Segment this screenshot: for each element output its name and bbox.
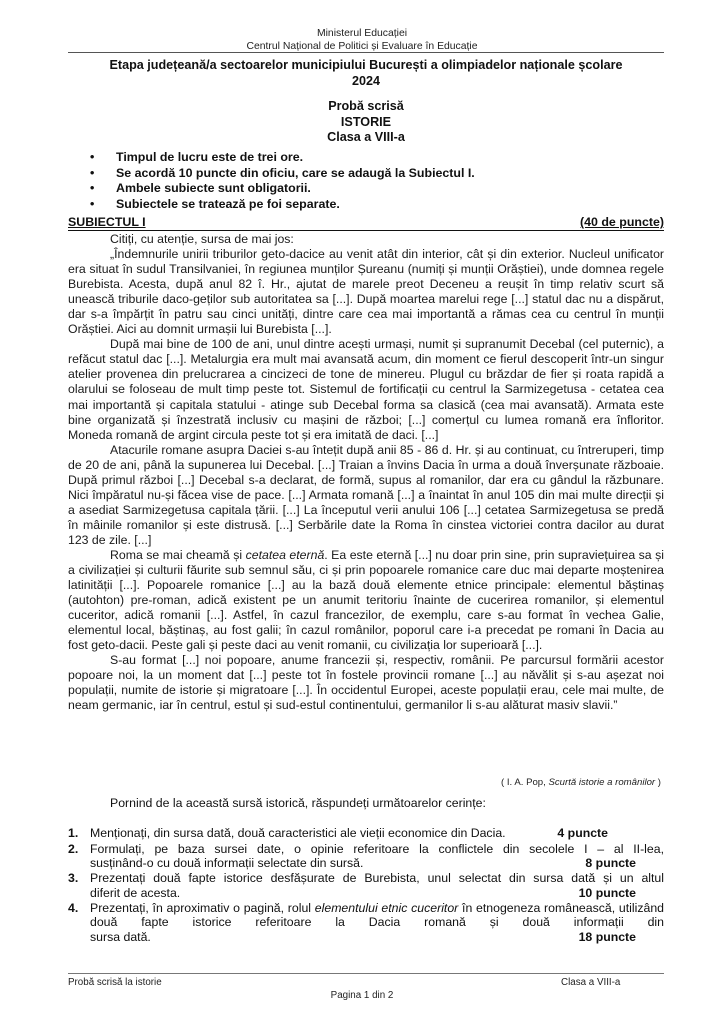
bullet-icon: • [90,181,95,196]
source-paragraph: Atacurile romane asupra Daciei s-au întețit după anii 85 - 86 d. Hr. și au continuat, cu întreruperi, timp de 20 de ani, până la supunerea lui Decebal. [...] Traian a învins Dacia în urma a două înverșunate războaie. După primul război [...] Decebal s-a declarat, de formă, supus al romanilor, dar era cu gândul la răzbunare. Nici împăratul nu-și făcea vise de pace. [...] Armata romană [...] a înaintat în anul 105 din mai multe direcții și a asediat Sarmizegetusa capitala țării. [...] La începutul verii anului 106 [...] cetatea Sarmizegetusa se predă în mâinile romanilor și este distrusă. [...] Serbările date la Roma în cinstea victoriei contra dacilor au durat 123 de zile. [...] [68,442,664,547]
page-number: Pagina 1 din 2 [330,990,394,1001]
question-number: 2. [68,841,79,856]
competition-year: 2024 [351,73,381,88]
task-intro: Pornind de la această sursă istorică, răspundeți următoarelor cerințe: [110,796,486,810]
source-text [68,232,664,714]
bullet-icon: • [90,196,95,211]
questions-list [68,826,664,945]
instruction-item: • Timpul de lucru este de trei ore. [90,150,304,164]
center-name: Centrul Național de Politici și Evaluare în Educație [246,40,478,52]
source-intro: Citiți, cu atenție, sursa de mai jos: [110,232,294,246]
instruction-item: • Subiectele se tratează pe foi separate. [90,196,340,211]
question-item [68,842,664,871]
bullet-icon: • [90,165,95,180]
question-number: 1. [68,826,79,840]
question-points: 4 puncte [557,826,608,840]
question-points: 18 puncte [578,929,636,944]
subject-points: (40 de puncte) [580,215,664,229]
question-points: 8 puncte [585,856,636,871]
exam-subject: ISTORIE [340,114,392,129]
footer-grade-label: Clasa a VIII-a [561,977,621,988]
instruction-item: • Ambele subiecte sunt obligatorii. [90,181,311,196]
emphasis-eternal-city: cetatea eternă [245,547,325,562]
source-paragraph: Roma se mai cheamă și cetatea eternă. Ea este eternă [...] nu doar prin sine, prin supraviețuirea sa și a civilizației și culturii făurite sub semnul său, ci și prin popoarele romanice care duc mai departe moștenirea latinității [...]. Popoarele romanice [...] au la bază două elemente etnice principale: elementul băștinaș (autohton) pre-roman, adică existent pe un anumit teritoriu înainte de cucerirea romanilor, și elementul cuceritor, adică romanii [...]. Astfel, în cazul francezilor, de exemplu, care s-au format în vechea Galie, elementul local, băștinaș, au fost galii; în cazul românilor, poporul care i-a precedat pe romani în Dacia au fost geto-dacii. Peste gali și peste daci au venit romanii, cu civilizația lor superioară [...]. [68,547,665,653]
competition-title: Etapa județeană/a sectoarelor municipiului București a olimpiadelor naționale școlare [109,58,623,72]
question-text: Formulați, pe baza sursei date, o opinie referitoare la conflictele din secolele I – al II-lea, [90,841,664,856]
question-text: Prezentați, în aproximativ o pagină, rolul elementului etnic cuceritor în etnogeneza românească, utilizând două fapte istorice referitoare la Dacia romană și două informații din [90,900,664,930]
subject-title: SUBIECTUL I [68,215,146,229]
ministry-name: Ministerul Educației [316,28,408,39]
header-divider [68,52,664,53]
exam-title-block [68,58,664,146]
exam-type: Probă scrisă [328,99,404,113]
emphasis-conqueror-element: elementului etnic cuceritor [314,900,459,915]
question-text-continued: susținând-o cu două informații selectate din sursă. [90,856,364,871]
source-paragraph: S-au format [...] noi popoare, anume francezii și, respectiv, românii. Pe parcursul formării acestor popoare noi, la un moment dat [...] peste tot în fostele provincii romane [...] au năvălit și s-au așezat noi populații, numite de istorie și migratoare [...]. În occidentul Europei, aceste populații erau, cele mai multe, de neam germanic, iar în centrul, estul și sud-estul continentului, germanilor li s-au alăturat masiv slavii.” [68,653,664,713]
question-points: 10 puncte [578,885,636,900]
source-paragraph: „Îndemnurile unirii triburilor geto-dacice au venit atât din interior, cât și din exterior. Nucleul unificator era situat în sudul Transilvaniei, în regiunea munților Șureanu (numiți și munții Orăștiei), unde domnea regele Burebista. Acesta, după anul 82 î. Hr., ajutat de marele preot Deceneu a reușit în timp relativ scurt să unească triburile daco-geților sub autoritatea sa [...]. După moartea marelui rege [...] statul dac nu a dispărut, dar s-a împărțit în patru sau cinci unități, dintre care cea mai importantă a rămas cea cu centrul în munții Orăștiei. Aici au domnit urmașii lui Burebista [...]. [68,247,664,337]
question-text-continued: diferit de acesta. [90,885,181,900]
footer-exam-label: Probă scrisă la istorie [68,977,162,988]
instructions-list [90,150,660,212]
source-citation: ( I. A. Pop, Scurtă istorie a românilor ) [501,777,661,788]
citation-title: Scurtă istorie a românilor [548,777,656,788]
question-text: Prezentați două fapte istorice desfășurate de Burebista, unul selectat din sursa dată și un altul [90,871,664,886]
source-paragraph: După mai bine de 100 de ani, unul dintre acești urmași, numit și supranumit Decebal (cel puternic), a refăcut statul dac [...]. Metalurgia era mult mai avansată acum, din moment ce fierul descoperit într-un singur atelier provenea din prelucrarea a cincizeci de tone de minereu. Plugul cu brăzdar de fier și roata rapidă a olarului se foloseau de mult timp peste tot. Sistemul de fortificații cu centrul la Sarmizegetusa - cetatea cea mai importantă și capitala statului - atinge sub Decebal forma sa clasică (cea mai avansată). Armata este bine organizată și înzestrată inclusiv cu mașini de război; [...] comerțul cu lumea romană era înfloritor. Moneda romană de argint circula peste tot și era imitată de daci. [...] [68,337,664,442]
question-number: 3. [68,871,79,886]
footer-divider [68,973,664,974]
bullet-icon: • [90,150,95,164]
question-text-continued: sursa dată. [90,929,151,944]
question-text: Menționați, din sursa dată, două caracteristici ale vieții economice din Dacia. [90,826,506,840]
exam-grade: Clasa a VIII-a [327,130,405,144]
question-item [68,871,664,900]
question-item [68,826,664,841]
instruction-item: • Se acordă 10 puncte din oficiu, care se adaugă la Subiectul I. [90,165,475,180]
ministry-header [0,28,724,53]
question-item [68,901,664,945]
subject-header [68,215,664,231]
question-number: 4. [68,900,79,915]
